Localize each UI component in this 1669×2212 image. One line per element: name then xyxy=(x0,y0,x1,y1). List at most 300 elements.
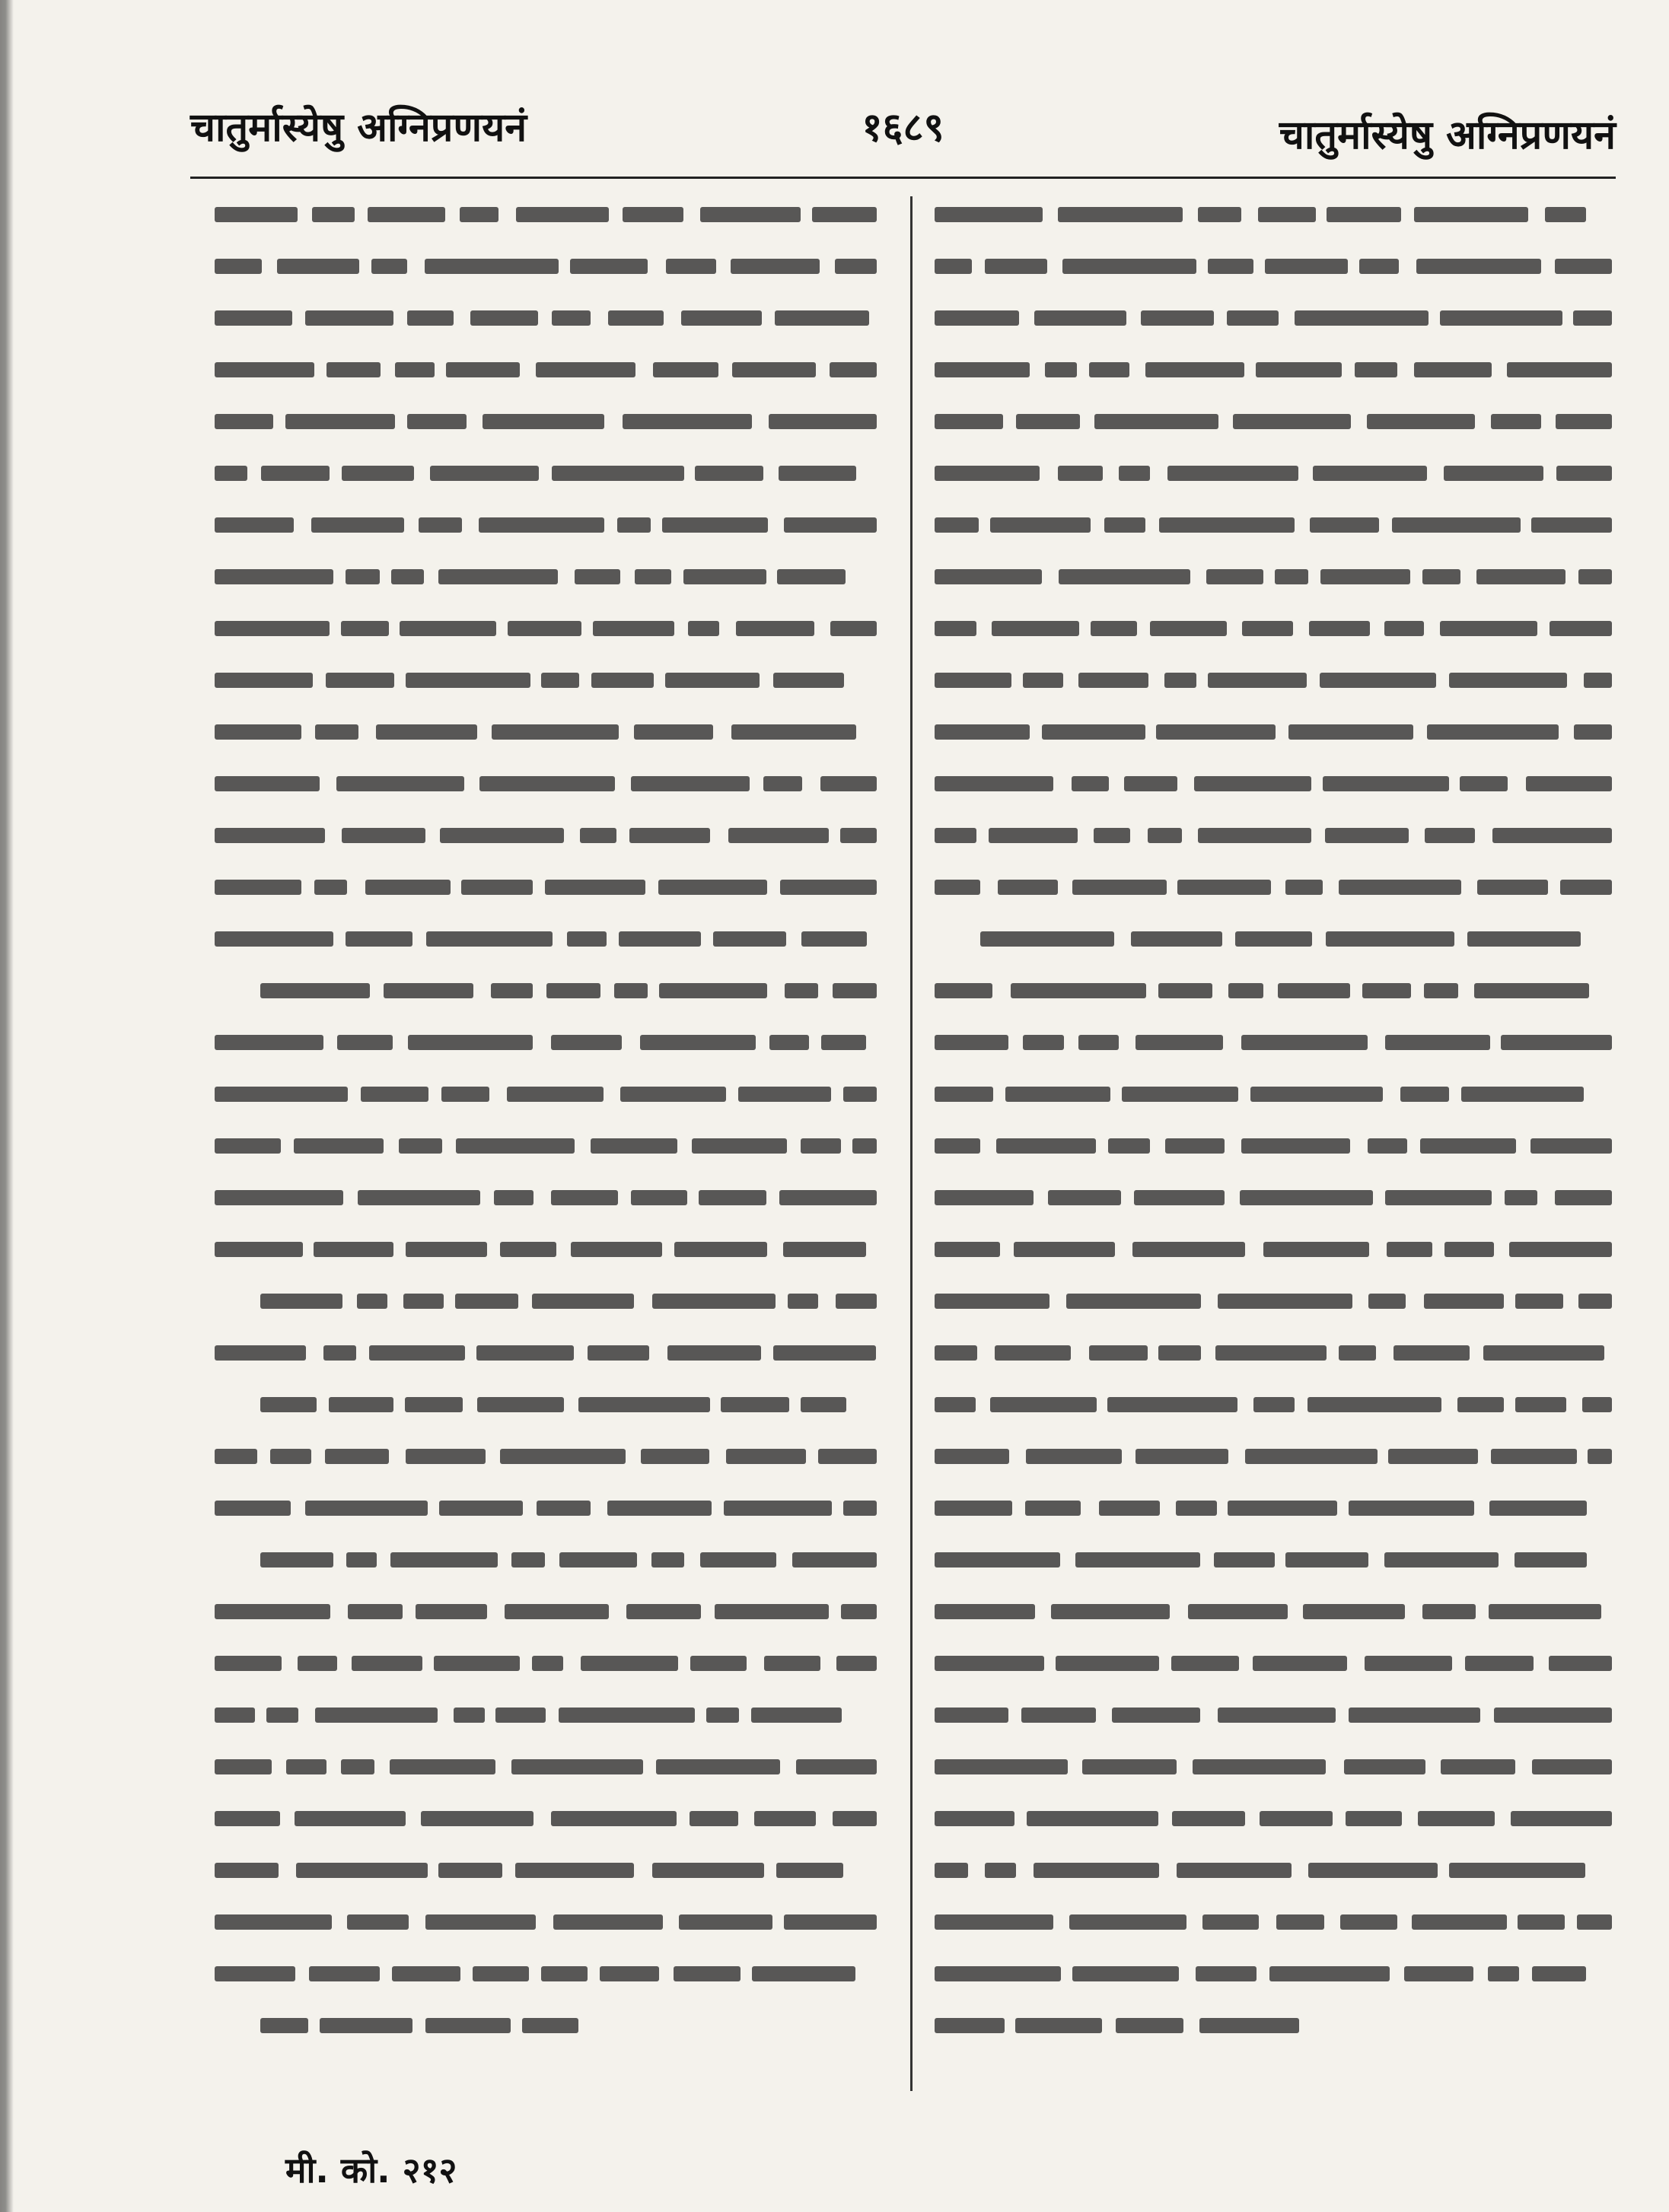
word-shape xyxy=(1027,1811,1158,1826)
word-shape xyxy=(1560,880,1612,895)
text-line xyxy=(215,1743,884,1792)
word-shape xyxy=(1545,207,1586,222)
word-shape xyxy=(408,1035,533,1050)
word-shape xyxy=(460,207,498,222)
word-shape xyxy=(706,1708,739,1723)
word-shape xyxy=(1444,1242,1494,1257)
word-shape xyxy=(425,1914,536,1930)
word-shape xyxy=(1584,673,1612,688)
text-line xyxy=(935,1898,1620,1947)
word-shape xyxy=(1387,1242,1433,1257)
word-shape xyxy=(454,1708,485,1723)
word-shape xyxy=(1278,983,1350,998)
word-shape xyxy=(792,1552,877,1567)
word-shape xyxy=(305,310,394,326)
text-line xyxy=(215,1691,884,1740)
word-shape xyxy=(1188,1604,1288,1619)
word-shape xyxy=(551,1811,677,1826)
word-shape xyxy=(935,1966,1061,1981)
word-shape xyxy=(1573,310,1612,326)
word-shape xyxy=(1400,1087,1449,1102)
word-shape xyxy=(438,1863,502,1878)
word-shape xyxy=(1241,1138,1350,1154)
word-shape xyxy=(492,724,619,740)
word-shape xyxy=(1404,1966,1473,1981)
word-shape xyxy=(796,1759,877,1774)
word-shape xyxy=(522,2018,579,2033)
word-shape xyxy=(1414,362,1492,377)
word-shape xyxy=(323,1345,356,1361)
word-shape xyxy=(495,1708,546,1723)
word-shape xyxy=(1208,259,1253,274)
word-shape xyxy=(659,983,767,998)
text-line xyxy=(935,811,1620,861)
binding-edge xyxy=(0,0,14,2212)
text-line xyxy=(215,1018,884,1068)
page-number: १६८९ xyxy=(862,105,944,151)
word-shape xyxy=(1531,517,1612,533)
word-shape xyxy=(1320,569,1410,584)
word-shape xyxy=(783,1242,866,1257)
word-shape xyxy=(840,828,877,843)
word-shape xyxy=(1135,1035,1223,1050)
text-line xyxy=(935,759,1620,809)
word-shape xyxy=(1218,1294,1352,1309)
word-shape xyxy=(1269,1966,1390,1981)
word-shape xyxy=(690,1656,747,1671)
word-shape xyxy=(215,1656,282,1671)
text-line xyxy=(935,449,1620,498)
word-shape xyxy=(546,983,600,998)
word-shape xyxy=(935,207,1043,222)
word-shape xyxy=(1420,1138,1516,1154)
word-shape xyxy=(1359,259,1400,274)
word-shape xyxy=(215,1914,332,1930)
word-shape xyxy=(440,828,565,843)
word-shape xyxy=(1368,1294,1406,1309)
word-shape xyxy=(1325,828,1409,843)
word-shape xyxy=(752,1966,855,1981)
word-shape xyxy=(1461,1087,1584,1102)
word-shape xyxy=(935,1708,1008,1723)
word-shape xyxy=(620,1087,726,1102)
word-shape xyxy=(1104,517,1145,533)
word-shape xyxy=(852,1138,877,1154)
word-shape xyxy=(935,1345,977,1361)
word-shape xyxy=(1440,621,1537,636)
word-shape xyxy=(392,1966,460,1981)
word-shape xyxy=(998,880,1058,895)
word-shape xyxy=(1412,1914,1507,1930)
word-shape xyxy=(1034,1863,1159,1878)
word-shape xyxy=(421,1811,534,1826)
word-shape xyxy=(1422,1604,1476,1619)
word-shape xyxy=(1556,414,1612,429)
word-shape xyxy=(629,828,709,843)
right-column xyxy=(935,190,1620,2093)
word-shape xyxy=(1058,466,1103,481)
text-line xyxy=(215,708,884,757)
text-line xyxy=(935,1743,1620,1792)
word-shape xyxy=(261,466,330,481)
word-shape xyxy=(690,1811,739,1826)
word-shape xyxy=(653,362,718,377)
text-line xyxy=(935,966,1620,1016)
word-shape xyxy=(935,1138,980,1154)
word-shape xyxy=(1530,1138,1612,1154)
word-shape xyxy=(552,466,684,481)
word-shape xyxy=(286,1759,326,1774)
word-shape xyxy=(1177,1863,1292,1878)
word-shape xyxy=(631,1190,687,1205)
word-shape xyxy=(1218,1708,1336,1723)
word-shape xyxy=(407,310,454,326)
word-shape xyxy=(1494,1708,1612,1723)
word-shape xyxy=(1072,1966,1179,1981)
word-shape xyxy=(1295,310,1429,326)
word-shape xyxy=(935,1656,1044,1671)
word-shape xyxy=(1416,259,1541,274)
word-shape xyxy=(1577,1914,1612,1930)
word-shape xyxy=(1526,776,1612,791)
word-shape xyxy=(215,1811,280,1826)
word-shape xyxy=(1491,1449,1576,1464)
word-shape xyxy=(992,621,1079,636)
word-shape xyxy=(763,776,802,791)
word-shape xyxy=(1308,1863,1438,1878)
text-line xyxy=(215,1898,884,1947)
word-shape xyxy=(1365,1656,1452,1671)
word-shape xyxy=(607,1501,712,1516)
word-shape xyxy=(1241,1035,1368,1050)
word-shape xyxy=(631,776,750,791)
word-shape xyxy=(403,1294,444,1309)
word-shape xyxy=(479,776,616,791)
word-shape xyxy=(1156,724,1276,740)
text-line xyxy=(215,190,884,240)
text-line xyxy=(935,1949,1620,1999)
word-shape xyxy=(1208,673,1307,688)
text-line xyxy=(215,552,884,602)
word-shape xyxy=(1285,880,1323,895)
word-shape xyxy=(769,414,877,429)
word-shape xyxy=(551,1035,623,1050)
word-shape xyxy=(1042,724,1145,740)
word-shape xyxy=(683,569,766,584)
word-shape xyxy=(700,1552,776,1567)
header-right-title: चातुर्मास्येषु अग्निप्रणयनं xyxy=(1279,113,1616,158)
word-shape xyxy=(470,310,538,326)
text-line xyxy=(215,656,884,705)
word-shape xyxy=(996,1138,1096,1154)
word-shape xyxy=(1025,1501,1081,1516)
word-shape xyxy=(305,1501,428,1516)
word-shape xyxy=(215,1138,281,1154)
word-shape xyxy=(843,1087,877,1102)
word-shape xyxy=(1260,1811,1333,1826)
word-shape xyxy=(215,880,301,895)
text-line xyxy=(935,915,1620,964)
word-shape xyxy=(515,1863,634,1878)
word-shape xyxy=(1172,1811,1245,1826)
text-line xyxy=(935,1122,1620,1171)
word-shape xyxy=(1158,1345,1200,1361)
word-shape xyxy=(400,621,496,636)
word-shape xyxy=(1051,1604,1171,1619)
word-shape xyxy=(1444,466,1543,481)
word-shape xyxy=(1550,621,1612,636)
word-shape xyxy=(935,414,1003,429)
word-shape xyxy=(617,517,650,533)
word-shape xyxy=(260,1397,317,1412)
word-shape xyxy=(836,1656,877,1671)
word-shape xyxy=(1202,1914,1259,1930)
text-line xyxy=(935,1173,1620,1223)
word-shape xyxy=(266,1708,298,1723)
word-shape xyxy=(505,1604,609,1619)
word-shape xyxy=(623,207,683,222)
word-shape xyxy=(314,880,347,895)
word-shape xyxy=(384,983,473,998)
word-shape xyxy=(721,1397,788,1412)
word-shape xyxy=(575,569,620,584)
word-shape xyxy=(1507,362,1612,377)
text-line xyxy=(935,1432,1620,1482)
text-line xyxy=(935,1536,1620,1585)
text-line xyxy=(215,1587,884,1637)
word-shape xyxy=(1165,1138,1225,1154)
word-shape xyxy=(336,776,464,791)
text-line xyxy=(935,1277,1620,1326)
word-shape xyxy=(1148,828,1183,843)
word-shape xyxy=(325,1449,389,1464)
word-shape xyxy=(651,1552,683,1567)
word-shape xyxy=(215,776,320,791)
word-shape xyxy=(1483,1345,1604,1361)
word-shape xyxy=(935,621,976,636)
text-line xyxy=(215,397,884,447)
word-shape xyxy=(600,1966,660,1981)
word-shape xyxy=(1094,828,1130,843)
word-shape xyxy=(215,724,301,740)
word-shape xyxy=(439,1501,522,1516)
word-shape xyxy=(532,1294,634,1309)
word-shape xyxy=(608,310,664,326)
word-shape xyxy=(342,466,414,481)
word-shape xyxy=(641,1449,709,1464)
word-shape xyxy=(1457,1397,1504,1412)
word-shape xyxy=(215,207,298,222)
word-shape xyxy=(1327,207,1400,222)
word-shape xyxy=(1228,1501,1337,1516)
word-shape xyxy=(376,724,477,740)
word-shape xyxy=(1505,1190,1537,1205)
word-shape xyxy=(1556,466,1612,481)
word-shape xyxy=(591,1138,677,1154)
word-shape xyxy=(341,621,389,636)
text-line xyxy=(935,1587,1620,1637)
word-shape xyxy=(215,621,330,636)
word-shape xyxy=(1116,2018,1184,2033)
word-shape xyxy=(780,880,877,895)
word-shape xyxy=(764,1656,820,1671)
word-shape xyxy=(1515,1552,1588,1567)
word-shape xyxy=(801,1138,840,1154)
word-shape xyxy=(1309,621,1370,636)
word-shape xyxy=(1418,1811,1495,1826)
word-shape xyxy=(371,259,407,274)
word-shape xyxy=(326,673,394,688)
word-shape xyxy=(346,1552,377,1567)
word-shape xyxy=(1349,1501,1473,1516)
word-shape xyxy=(215,1345,306,1361)
text-line xyxy=(935,190,1620,240)
word-shape xyxy=(559,1552,637,1567)
word-shape xyxy=(935,569,1042,584)
word-shape xyxy=(516,207,610,222)
word-shape xyxy=(656,1759,781,1774)
word-shape xyxy=(726,1449,806,1464)
text-line xyxy=(215,1794,884,1844)
word-shape xyxy=(1016,414,1079,429)
word-shape xyxy=(419,517,463,533)
word-shape xyxy=(634,724,713,740)
word-shape xyxy=(692,1138,787,1154)
word-shape xyxy=(699,1190,766,1205)
word-shape xyxy=(801,1397,846,1412)
word-shape xyxy=(215,1449,257,1464)
word-shape xyxy=(713,931,786,947)
word-shape xyxy=(674,1242,767,1257)
word-shape xyxy=(1515,1397,1567,1412)
word-shape xyxy=(1131,931,1222,947)
word-shape xyxy=(1265,259,1347,274)
word-shape xyxy=(776,1863,843,1878)
word-shape xyxy=(215,673,313,688)
word-shape xyxy=(1288,724,1413,740)
word-shape xyxy=(1135,1449,1228,1464)
word-shape xyxy=(773,1345,876,1361)
word-shape xyxy=(1488,1966,1519,1981)
text-line xyxy=(935,1018,1620,1068)
word-shape xyxy=(1078,1035,1119,1050)
word-shape xyxy=(1440,310,1562,326)
word-shape xyxy=(1141,310,1214,326)
word-shape xyxy=(309,1966,380,1981)
word-shape xyxy=(1555,1190,1612,1205)
word-shape xyxy=(1467,931,1581,947)
word-shape xyxy=(935,880,980,895)
text-line xyxy=(215,501,884,550)
word-shape xyxy=(391,569,424,584)
word-shape xyxy=(1062,259,1196,274)
text-line xyxy=(935,345,1620,395)
word-shape xyxy=(1227,310,1279,326)
word-shape xyxy=(665,673,760,688)
word-shape xyxy=(215,310,292,326)
word-shape xyxy=(511,1759,643,1774)
word-shape xyxy=(1099,1501,1159,1516)
word-shape xyxy=(1424,1294,1504,1309)
word-shape xyxy=(315,1708,438,1723)
word-shape xyxy=(337,1035,392,1050)
text-line xyxy=(935,1225,1620,1275)
word-shape xyxy=(1441,1759,1515,1774)
word-shape xyxy=(456,1138,575,1154)
word-shape xyxy=(1349,1708,1479,1723)
text-line xyxy=(935,552,1620,602)
word-shape xyxy=(1422,569,1460,584)
word-shape xyxy=(1045,362,1076,377)
word-shape xyxy=(1242,621,1293,636)
word-shape xyxy=(1134,1190,1225,1205)
word-shape xyxy=(1285,1552,1368,1567)
word-shape xyxy=(728,828,829,843)
word-shape xyxy=(1158,983,1212,998)
word-shape xyxy=(1263,1242,1369,1257)
word-shape xyxy=(430,466,539,481)
word-shape xyxy=(1078,673,1148,688)
word-shape xyxy=(1425,828,1475,843)
word-shape xyxy=(812,207,877,222)
word-shape xyxy=(532,1656,563,1671)
word-shape xyxy=(784,517,877,533)
word-shape xyxy=(551,1190,618,1205)
word-shape xyxy=(1198,828,1311,843)
word-shape xyxy=(674,1966,741,1981)
word-shape xyxy=(1474,983,1589,998)
word-shape xyxy=(260,983,370,998)
word-shape xyxy=(1460,776,1507,791)
word-shape xyxy=(681,310,762,326)
word-shape xyxy=(315,724,358,740)
word-shape xyxy=(461,880,533,895)
word-shape xyxy=(980,931,1114,947)
word-shape xyxy=(1424,983,1458,998)
word-shape xyxy=(277,259,359,274)
word-shape xyxy=(754,1811,816,1826)
word-shape xyxy=(1574,724,1612,740)
text-line xyxy=(215,811,884,861)
word-shape xyxy=(441,1087,489,1102)
word-shape xyxy=(1492,828,1612,843)
text-line xyxy=(215,1432,884,1482)
word-shape xyxy=(346,569,380,584)
word-shape xyxy=(935,1087,993,1102)
word-shape xyxy=(314,1242,393,1257)
word-shape xyxy=(1275,569,1308,584)
word-shape xyxy=(935,2018,1005,2033)
word-shape xyxy=(1150,621,1227,636)
word-shape xyxy=(361,1087,428,1102)
word-shape xyxy=(1465,1656,1534,1671)
word-shape xyxy=(662,517,768,533)
word-shape xyxy=(935,673,1011,688)
text-line xyxy=(215,1380,884,1430)
text-line xyxy=(215,1122,884,1171)
word-shape xyxy=(1313,466,1427,481)
word-shape xyxy=(777,569,846,584)
word-shape xyxy=(830,362,877,377)
word-shape xyxy=(995,1345,1071,1361)
word-shape xyxy=(935,1190,1034,1205)
word-shape xyxy=(348,1604,403,1619)
word-shape xyxy=(298,1656,338,1671)
text-line xyxy=(935,242,1620,291)
word-shape xyxy=(1582,1397,1612,1412)
word-shape xyxy=(215,1708,255,1723)
word-shape xyxy=(985,259,1047,274)
